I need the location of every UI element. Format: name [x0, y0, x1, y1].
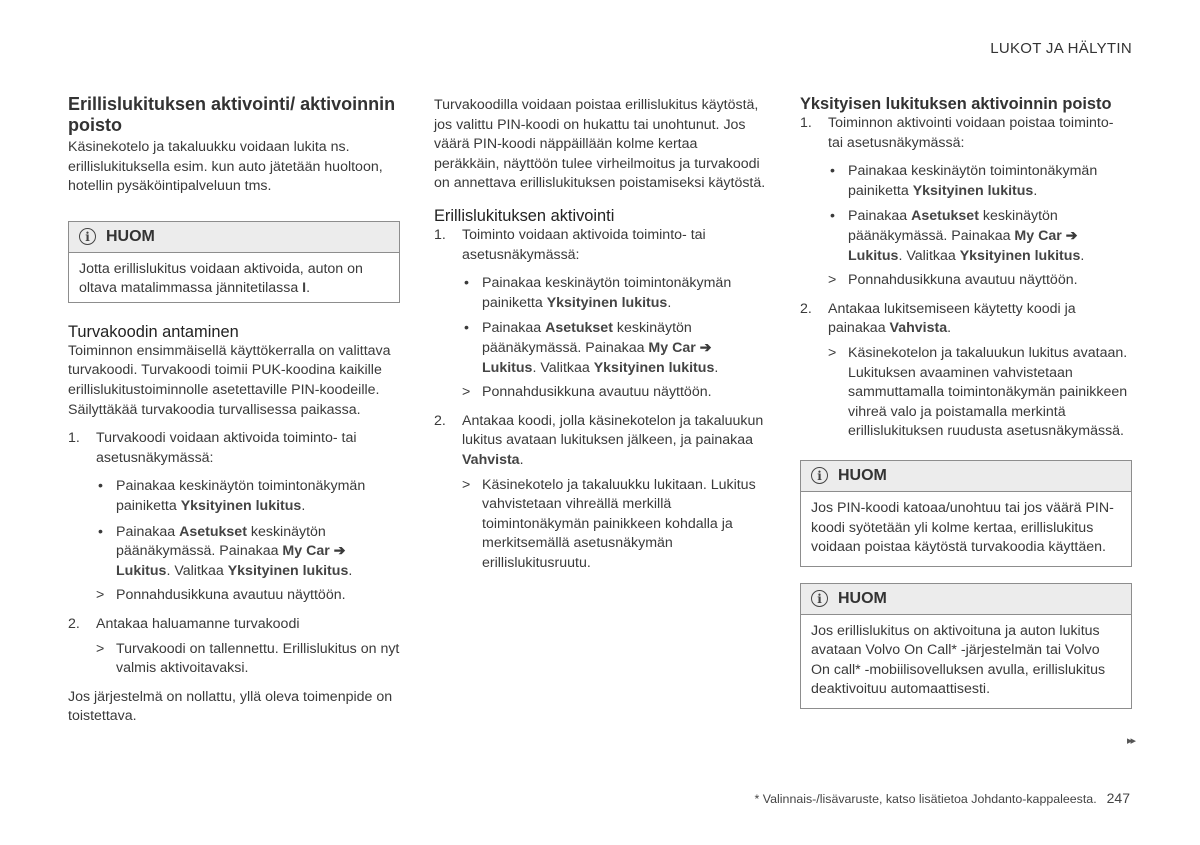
- footnote-text: * Valinnais-/lisävaruste, katso lisätietoa Johdanto-kappaleesta.: [754, 792, 1097, 806]
- chapter-title: LUKOT JA HÄLYTIN: [990, 40, 1132, 57]
- arrow-right-icon: ➔: [333, 543, 346, 560]
- result-item: > Ponnahdusikkuna avautuu näyttöön.: [828, 271, 1132, 291]
- result-item: > Käsinekotelo ja takaluukku lukitaan. Lukitus vahvistetaan vihreällä merkillä toimintonäkymän painikkeen kohdalla ja merkitsemällä asetusnäkymän erillislukitusruutu.: [462, 476, 766, 574]
- bullet-item: • Painakaa keskinäytön toimintonäkymän painiketta Yksityinen lukitus.: [462, 274, 766, 313]
- step-2: 2. Antakaa haluamanne turvakoodi: [68, 615, 300, 632]
- step-1: 1. Turvakoodi voidaan aktivoida toiminto- tai asetusnäkymässä:: [68, 430, 357, 466]
- section-heading: Erillislukituksen aktivointi/ aktivoinnin poisto: [68, 94, 396, 135]
- note-header: [801, 461, 1131, 492]
- sub-heading: Erillislukituksen aktivointi: [434, 206, 615, 225]
- note-title: HUOM: [838, 467, 887, 485]
- bullet-dot: •: [830, 163, 835, 180]
- section-heading: Yksityisen lukituksen aktivoinnin poisto: [800, 95, 1112, 113]
- result-item: > Ponnahdusikkuna avautuu näyttöön.: [462, 383, 766, 403]
- bullet-dot: •: [98, 478, 103, 495]
- intro-paragraph: Turvakoodilla voidaan poistaa erillislukitus käytöstä, jos valittu PIN-koodi on hukattu tai unohtunut. Jos väärä PIN-koodi näppäillään kolme kertaa peräkkäin, näyttöön tulee virheilmoitus ja turvakoodi on annettava erillislukituksen poistamiseksi käytöstä.: [434, 97, 766, 192]
- bullet-item: • Painakaa Asetukset keskinäytön päänäkymässä. Painakaa My Car ➔ Lukitus. Valitkaa Yksityinen lukitus.: [828, 207, 1132, 266]
- info-icon: i: [79, 228, 96, 245]
- column-middle: [434, 96, 766, 573]
- note-box: [68, 221, 400, 303]
- note-header: [801, 584, 1131, 615]
- bullet-dot: •: [464, 320, 469, 337]
- bullet-item: • Painakaa Asetukset keskinäytön päänäkymässä. Painakaa My Car ➔ Lukitus. Valitkaa Yksityinen lukitus.: [462, 319, 766, 378]
- result-chevron: >: [96, 587, 105, 604]
- note-header: [69, 222, 399, 253]
- column-left: [68, 94, 400, 727]
- bullet-item: • Painakaa keskinäytön toimintonäkymän painiketta Yksityinen lukitus.: [828, 162, 1132, 201]
- result-chevron: >: [96, 640, 105, 657]
- step-2: 2. Antakaa koodi, jolla käsinekotelon ja takaluukun lukitus avataan lukituksen jälkeen, ja painakaa Vahvista.: [434, 412, 764, 468]
- page-number: 247: [1106, 790, 1130, 806]
- result-item: > Turvakoodi on tallennettu. Erillislukitus on nyt valmis aktivoitavaksi.: [96, 640, 400, 679]
- bullet-dot: •: [98, 523, 103, 540]
- footer: [755, 790, 1130, 806]
- intro-paragraph: Käsinekotelo ja takaluukku voidaan lukita ns. erillislukituksella esim. kun auto jätetään huoltoon, hotellin pysäköintipalveluun tms.: [68, 139, 383, 195]
- bullet-dot: •: [830, 208, 835, 225]
- step-2: 2. Antakaa lukitsemiseen käytetty koodi ja painakaa Vahvista.: [800, 300, 1076, 337]
- note-body: Jos erillislukitus on aktivoituna ja auton lukitus avataan Volvo On Call* -järjestelmän tai Volvo On call* -mobiilisovelluksen avulla, erillislukitus deaktivoituu automaattisesti.: [811, 622, 1106, 698]
- note-body: Jotta erillislukitus voidaan aktivoida, auton on oltava matalimmassa jännitetilassa I.: [79, 260, 363, 297]
- bullet-item: • Painakaa keskinäytön toimintonäkymän painiketta Yksityinen lukitus.: [96, 477, 400, 516]
- note-box: [800, 460, 1132, 567]
- note-title: HUOM: [106, 227, 155, 245]
- info-icon: i: [811, 590, 828, 607]
- sub-heading: Turvakoodin antaminen: [68, 322, 239, 341]
- arrow-right-icon: ➔: [699, 339, 712, 356]
- bullet-item: • Painakaa Asetukset keskinäytön päänäkymässä. Painakaa My Car ➔ Lukitus. Valitkaa Yksityinen lukitus.: [96, 523, 400, 582]
- note-title: HUOM: [838, 589, 887, 607]
- result-chevron: >: [828, 344, 837, 361]
- continue-marker: ▸▸: [1126, 735, 1134, 747]
- result-chevron: >: [828, 272, 837, 289]
- note-body: Jos PIN-koodi katoaa/unohtuu tai jos väärä PIN-koodi syötetään yli kolme kertaa, erillislukitus voidaan poistaa käytöstä turvakoodia käyttäen.: [811, 499, 1114, 556]
- result-item: > Käsinekotelon ja takaluukun lukitus avataan. Lukituksen avaaminen vahvistetaan sammuttamalla toimintonäkymän painikkeen vihreä valo ja poistamalla merkintä erillislukituksen ruudusta asetusnäkymässä.: [828, 344, 1132, 442]
- result-chevron: >: [462, 476, 471, 493]
- result-chevron: >: [462, 384, 471, 401]
- sub-intro-paragraph: Toiminnon ensimmäisellä käyttökerralla on valittava turvakoodi. Turvakoodi toimii PUK-koodina kaikille erillislukitustoiminnolle asetettaville PIN-koodeille. Säilyttäkää turvakoodia turvallisessa paikassa.: [68, 342, 391, 418]
- bullet-dot: •: [464, 275, 469, 292]
- outro-paragraph: Jos järjestelmä on nollattu, yllä oleva toimenpide on toistettava.: [68, 688, 393, 725]
- step-1: 1. Toiminnon aktivointi voidaan poistaa toiminto- tai asetusnäkymässä:: [800, 115, 1114, 151]
- arrow-right-icon: ➔: [1065, 227, 1078, 244]
- result-item: > Ponnahdusikkuna avautuu näyttöön.: [96, 586, 400, 606]
- info-icon: i: [811, 467, 828, 484]
- note-box: [800, 583, 1132, 709]
- column-right: [800, 94, 1132, 709]
- step-1: 1. Toiminto voidaan aktivoida toiminto- tai asetusnäkymässä:: [434, 226, 706, 263]
